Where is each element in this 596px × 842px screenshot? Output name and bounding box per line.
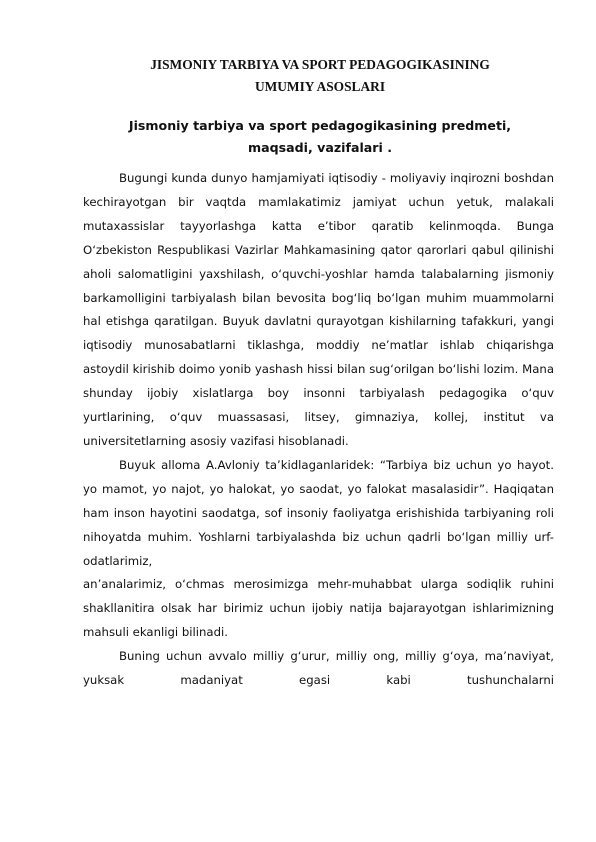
document-title [80,54,560,98]
section-heading-line-2: maqsadi, vazifalari . [248,140,392,155]
section-heading [80,115,560,159]
title-line-2: UMUMIY ASOSLARI [254,79,386,94]
title-line-1: JISMONIY TARBIYA VA SPORT PEDAGOGIKASINING [150,57,490,72]
paragraph-1: Bugungi kunda dunyo hamjamiyati iqtisodiy - moliyaviy inqirozni boshdan kechirayotgan bir vaqtda mamlakatimiz jamiyat uchun yetuk, malakali mutaxassislar tayyorlashga katta e’tibor qaratib kelinmoqda. Bunga O‘zbekiston Respublikasi Vazirlar Mahkamasining qator qarorlari qabul qilinishi aholi salomatligini yaxshilash, o‘quvchi-yoshlar hamda talabalarning jismoniy barkamolligini tarbiyalash bilan bevosita bog‘liq bo‘lgan muhim muammolarni hal etishga qaratilgan. Buyuk davlatni qurayotgan kishilarning tafakkuri, yangi iqtisodiy munosabatlarni tiklashga, moddiy ne’matlar ishlab chiqarishga astoydil kirishib doimo yonib yashash hissi bilan sug‘orilgan bo‘lishi lozim. Mana shunday ijobiy xislatlarga boy insonni tarbiyalash pedagogika o‘quv yurtlarining, o‘quv muassasasi, litsey, gimnaziya, kollej, institut va universitetlarning asosiy vazifasi hisoblanadi. [83,171,554,448]
paragraph-4: Buning uchun avvalo milliy g‘urur, milliy ong, milliy g‘oya, ma’naviyat, yuksak madaniyat egasi kabi tushunchalarni [83,649,554,688]
paragraph-3: an’analarimiz, o‘chmas merosimizga mehr-muhabbat ularga sodiqlik ruhini shakllanitira olsak har birimiz uchun ijobiy natija bajarayotgan ishlarimizning mahsuli ekanligi bilinadi. [83,577,554,640]
paragraph-2: Buyuk alloma A.Avloniy ta’kidlaganlaridek: “Tarbiya biz uchun yo hayot. yo mamot, yo najot, yo halokat, yo saodat, yo falokat masalasidir”. Haqiqatan ham inson hayotini saodatga, sof insoniy faoliyatga erishishida tarbiyaning roli nihoyatda muhim. Yoshlarni tarbiyalashda biz uchun qadrli bo‘lgan milliy urf-odatlarimiz, [83,457,554,568]
document-body [83,167,554,693]
section-heading-line-1: Jismoniy tarbiya va sport pedagogikasining predmeti, [128,118,512,133]
